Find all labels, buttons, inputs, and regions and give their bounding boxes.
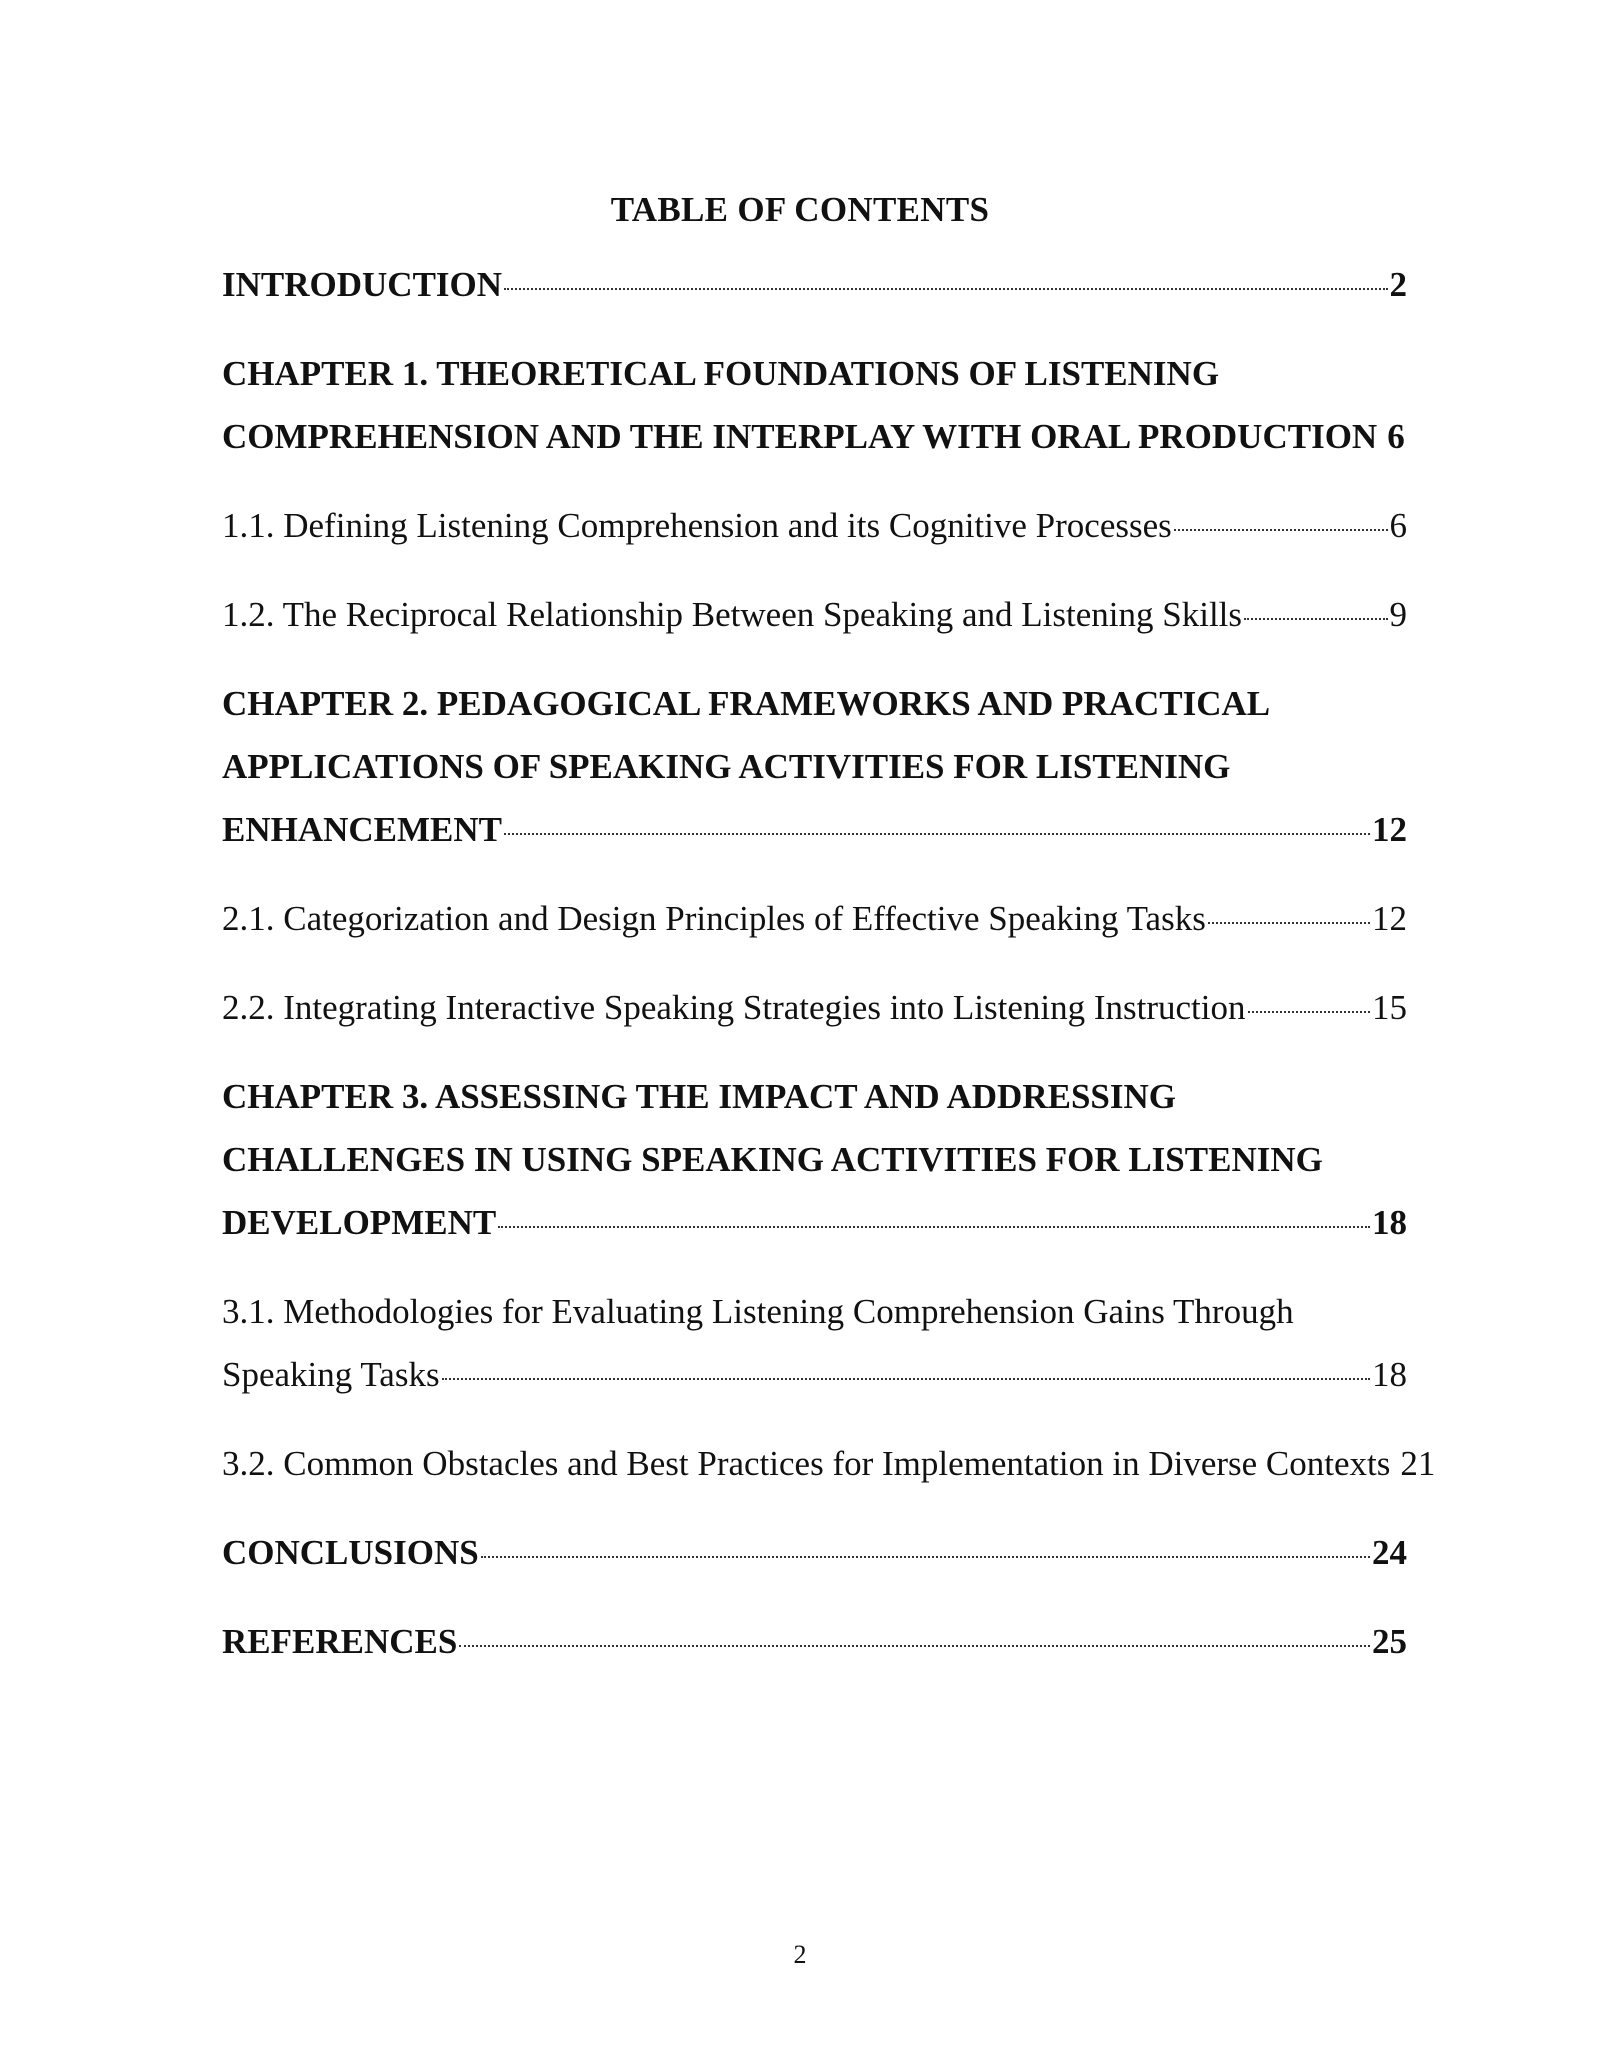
dot-leader: [1244, 618, 1387, 620]
toc-entry[interactable]: [222, 583, 1407, 646]
toc-entry-line: [222, 583, 1407, 646]
toc-page-number: 9: [1389, 595, 1407, 634]
toc-entry-title: REFERENCES: [222, 1622, 458, 1661]
toc-entry[interactable]: [222, 1065, 1407, 1254]
toc-entry-line: [222, 1521, 1407, 1584]
toc-entry-line: [222, 253, 1407, 316]
dot-leader: [1208, 922, 1370, 924]
dot-leader: [442, 1378, 1370, 1380]
dot-leader: [481, 1556, 1370, 1558]
toc-page-number: 18: [1372, 1355, 1407, 1394]
toc-page-number: 12: [1372, 810, 1407, 849]
toc-page-number: 15: [1372, 988, 1407, 1027]
toc-entry-title-line: CHAPTER 2. PEDAGOGICAL FRAMEWORKS AND PRACTICAL: [222, 684, 1271, 723]
toc-entry-title: CONCLUSIONS: [222, 1533, 479, 1572]
toc-entry-title: INTRODUCTION: [222, 265, 503, 304]
toc-page-number: 24: [1372, 1533, 1407, 1572]
toc-entry-title: ENHANCEMENT: [222, 810, 503, 849]
page-number: 2: [793, 1940, 807, 1969]
toc-entry-line: [222, 405, 1407, 468]
toc-entry-line: [222, 1343, 1407, 1406]
toc-page-number: 21: [1400, 1444, 1436, 1483]
toc-entry-title: 1.2. The Reciprocal Relationship Between Speaking and Listening Skills: [222, 595, 1243, 634]
dot-leader: [504, 288, 1387, 290]
dot-leader: [1248, 1011, 1371, 1013]
toc-entry-title-line: CHALLENGES IN USING SPEAKING ACTIVITIES FOR LISTENING: [222, 1140, 1323, 1179]
toc-entry-title-line: 3.1. Methodologies for Evaluating Listening Comprehension Gains Through: [222, 1292, 1294, 1331]
toc-entry-title: 3.2. Common Obstacles and Best Practices for Implementation in Diverse Contexts: [222, 1444, 1391, 1483]
toc-entry-line: [222, 494, 1407, 557]
toc-entry-title: Speaking Tasks: [222, 1355, 440, 1394]
toc-entry[interactable]: [222, 342, 1407, 468]
toc-entry-line: [222, 887, 1407, 950]
toc-entry-title-line: CHAPTER 3. ASSESSING THE IMPACT AND ADDRESSING: [222, 1077, 1176, 1116]
toc-title: TABLE OF CONTENTS: [610, 190, 990, 229]
dot-leader: [1174, 529, 1388, 531]
dot-leader: [504, 833, 1370, 835]
toc-page-number: 18: [1372, 1203, 1407, 1242]
toc-entry-title: 2.1. Categorization and Design Principles of Effective Speaking Tasks: [222, 899, 1206, 938]
dot-leader: [459, 1645, 1370, 1647]
toc-page-number: 6: [1387, 417, 1405, 456]
toc-entry-title: 2.2. Integrating Interactive Speaking Strategies into Listening Instruction: [222, 988, 1246, 1027]
toc-entry[interactable]: [222, 976, 1407, 1039]
toc-entry-title: 1.1. Defining Listening Comprehension and its Cognitive Processes: [222, 506, 1172, 545]
toc-entry-title: COMPREHENSION AND THE INTERPLAY WITH ORAL PRODUCTION: [222, 417, 1378, 456]
toc-entry[interactable]: [222, 494, 1407, 557]
toc-entry[interactable]: [222, 887, 1407, 950]
toc-page-number: 25: [1372, 1622, 1407, 1661]
toc-page-number: 12: [1372, 899, 1407, 938]
toc-entry[interactable]: [222, 1610, 1407, 1673]
dot-leader: [498, 1226, 1370, 1228]
toc-entry[interactable]: [222, 1432, 1436, 1495]
toc-list: [222, 253, 1436, 1673]
toc-entry-line: [222, 1432, 1436, 1495]
toc-entry-title-line: APPLICATIONS OF SPEAKING ACTIVITIES FOR LISTENING: [222, 747, 1231, 786]
toc-entry-title: DEVELOPMENT: [222, 1203, 497, 1242]
toc-entry-line: [222, 1610, 1407, 1673]
toc-entry[interactable]: [222, 672, 1407, 861]
toc-entry[interactable]: [222, 1280, 1407, 1406]
toc-entry[interactable]: [222, 1521, 1407, 1584]
toc-page-number: 6: [1389, 506, 1407, 545]
toc-entry-line: [222, 1191, 1407, 1254]
toc-entry[interactable]: [222, 253, 1407, 316]
toc-entry-line: [222, 798, 1407, 861]
toc-page-number: 2: [1389, 265, 1407, 304]
toc-entry-title-line: CHAPTER 1. THEORETICAL FOUNDATIONS OF LISTENING: [222, 354, 1220, 393]
toc-entry-line: [222, 976, 1407, 1039]
